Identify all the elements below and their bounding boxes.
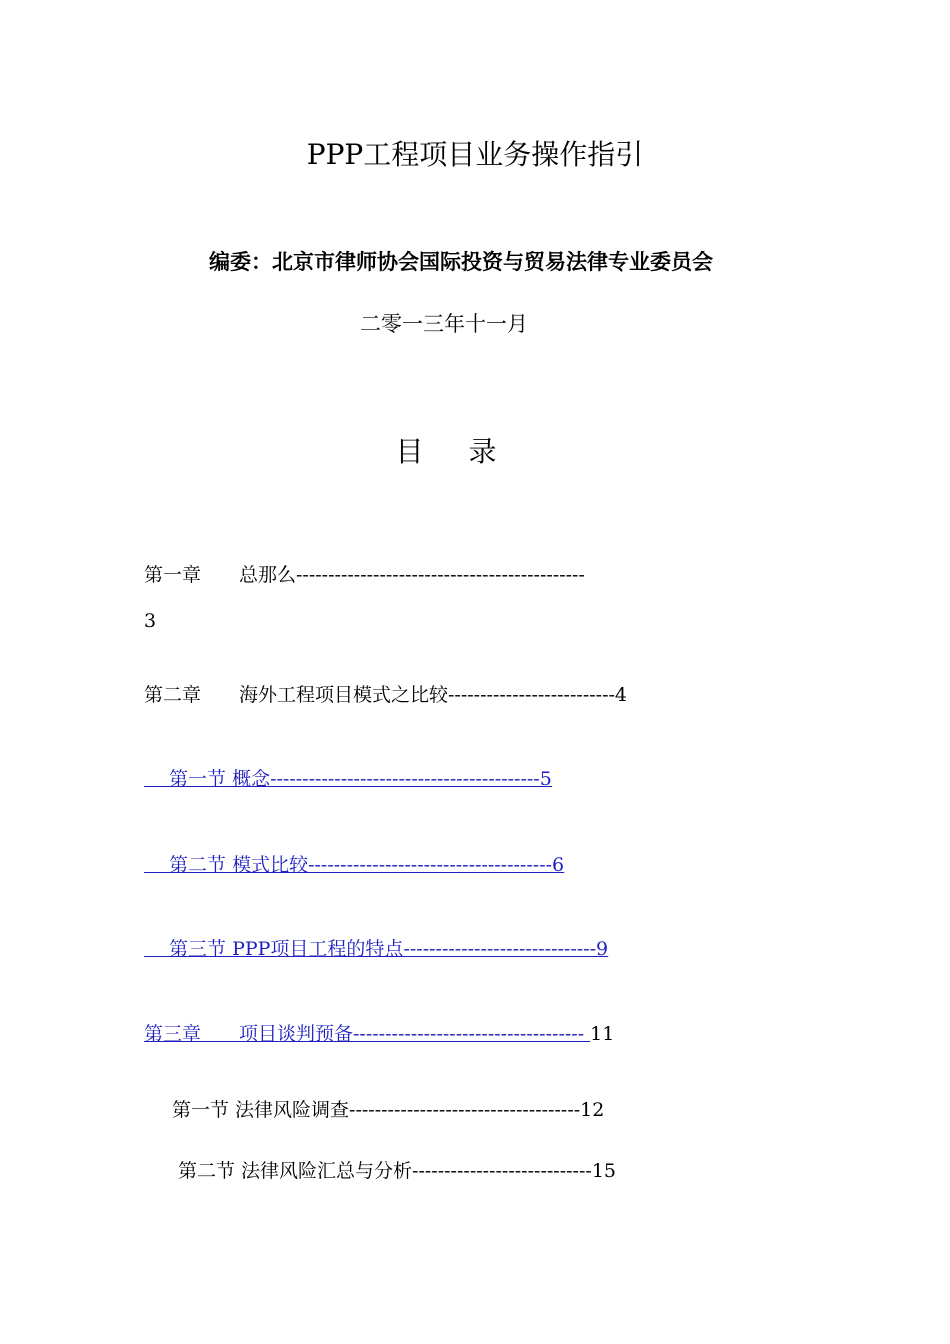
toc-entry-page: 6 [552, 854, 565, 876]
toc-entry-text: 第二节 法律风险汇总与分析---------------------------- [178, 1160, 592, 1182]
toc-entry-page: 5 [539, 768, 552, 790]
toc-entry-page: 3 [144, 610, 157, 632]
toc-entry-text: 第一节 法律风险调查------------------------------------ [172, 1099, 581, 1121]
toc-entry-page: 15 [591, 1160, 616, 1182]
toc-entry-text: 第三节 PPP项目工程的特点------------------------------ [144, 938, 597, 960]
toc-entry-text: 第二章 海外工程项目模式之比较-------------------------- [144, 684, 615, 706]
toc-entry-legal-risk-analysis [178, 1156, 616, 1183]
toc-heading: 目 录 [395, 435, 515, 468]
toc-entry-legal-risk-survey [172, 1095, 604, 1122]
toc-link-section-concept[interactable] [144, 764, 552, 791]
toc-entry-chapter-2 [144, 680, 627, 707]
toc-entry-chapter-1 [144, 560, 585, 587]
toc-entry-text: 第一章 总那么--------------------------------------------- [144, 564, 585, 586]
toc-link-chapter-3[interactable]: 第三章 项目谈判预备------------------------------------ [144, 1023, 591, 1045]
toc-entry-text: 第一节 概念------------------------------------------ [144, 768, 540, 790]
toc-entry-text: 第二节 模式比较-------------------------------------- [144, 854, 553, 876]
toc-entry-chapter-3[interactable] [144, 1019, 614, 1046]
toc-entry-page: 9 [596, 938, 609, 960]
toc-entry-page: 12 [580, 1099, 605, 1121]
toc-entry-page: 4 [614, 684, 628, 706]
publication-date: 二零一三年十一月 [360, 312, 528, 336]
toc-entry-page: 11 [590, 1023, 615, 1045]
editor-line: 编委：北京市律师协会国际投资与贸易法律专业委员会 [209, 249, 713, 274]
document-title: PPP工程项目业务操作指引 [306, 138, 644, 171]
toc-link-section-model-comparison[interactable] [144, 850, 564, 877]
toc-link-section-ppp-features[interactable] [144, 934, 608, 961]
